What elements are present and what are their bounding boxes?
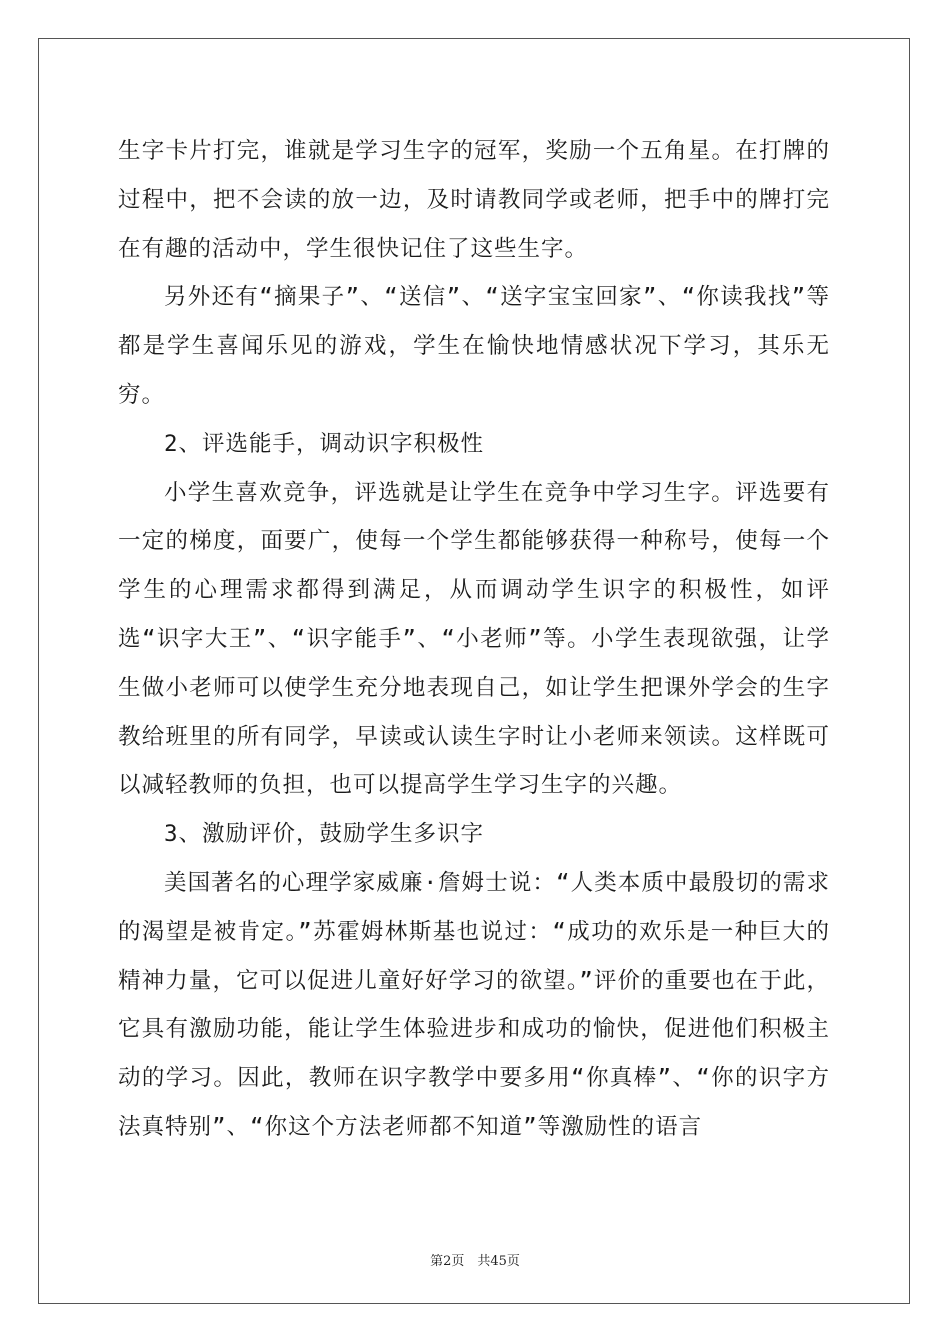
paragraph-4: 美国著名的心理学家威廉·詹姆士说：“人类本质中最殷切的需求的渴望是被肯定。”苏霍姆林斯基也说过：“成功的欢乐是一种巨大的精神力量，它可以促进儿童好好学习的欲望。”评价的重要也在于此，它具有激励功能，能让学生体验进步和成功的愉快，促进他们积极主动的学习。因此，教师在识字教学中要多用“你真棒”、“你的识字方法真特别”、“你这个方法老师都不知道”等激励性的语言 xyxy=(118,869,830,1140)
document-body xyxy=(118,127,830,1152)
paragraph-3: 小学生喜欢竞争，评选就是让学生在竞争中学习生字。评选要有一定的梯度，面要广，使每一个学生都能够获得一种称号，使每一个学生的心理需求都得到满足，从而调动学生识字的积极性，如评选“识字大王”、“识字能手”、“小老师”等。小学生表现欲强，让学生做小老师可以使学生充分地表现自己，如让学生把课外学会的生字教给班里的所有同学，早读或认读生字时让小老师来领读。这样既可以减轻教师的负担，也可以提高学生学习生字的兴趣。 xyxy=(118,479,830,799)
paragraph-2: 另外还有“摘果子”、“送信”、“送字宝宝回家”、“你读我找”等都是学生喜闻乐见的游戏，学生在愉快地情感状况下学习，其乐无穷。 xyxy=(118,284,830,408)
paragraph-1: 生字卡片打完，谁就是学习生字的冠军，奖励一个五角星。在打牌的过程中，把不会读的放一边，及时请教同学或老师，把手中的牌打完在有趣的活动中，学生很快记住了这些生字。 xyxy=(118,138,830,262)
section-heading-2: 2、评选能手，调动识字积极性 xyxy=(164,430,485,457)
section-heading-3: 3、激励评价，鼓励学生多识字 xyxy=(164,821,485,848)
page-number-footer: 第2页 共45页 xyxy=(430,1254,520,1269)
